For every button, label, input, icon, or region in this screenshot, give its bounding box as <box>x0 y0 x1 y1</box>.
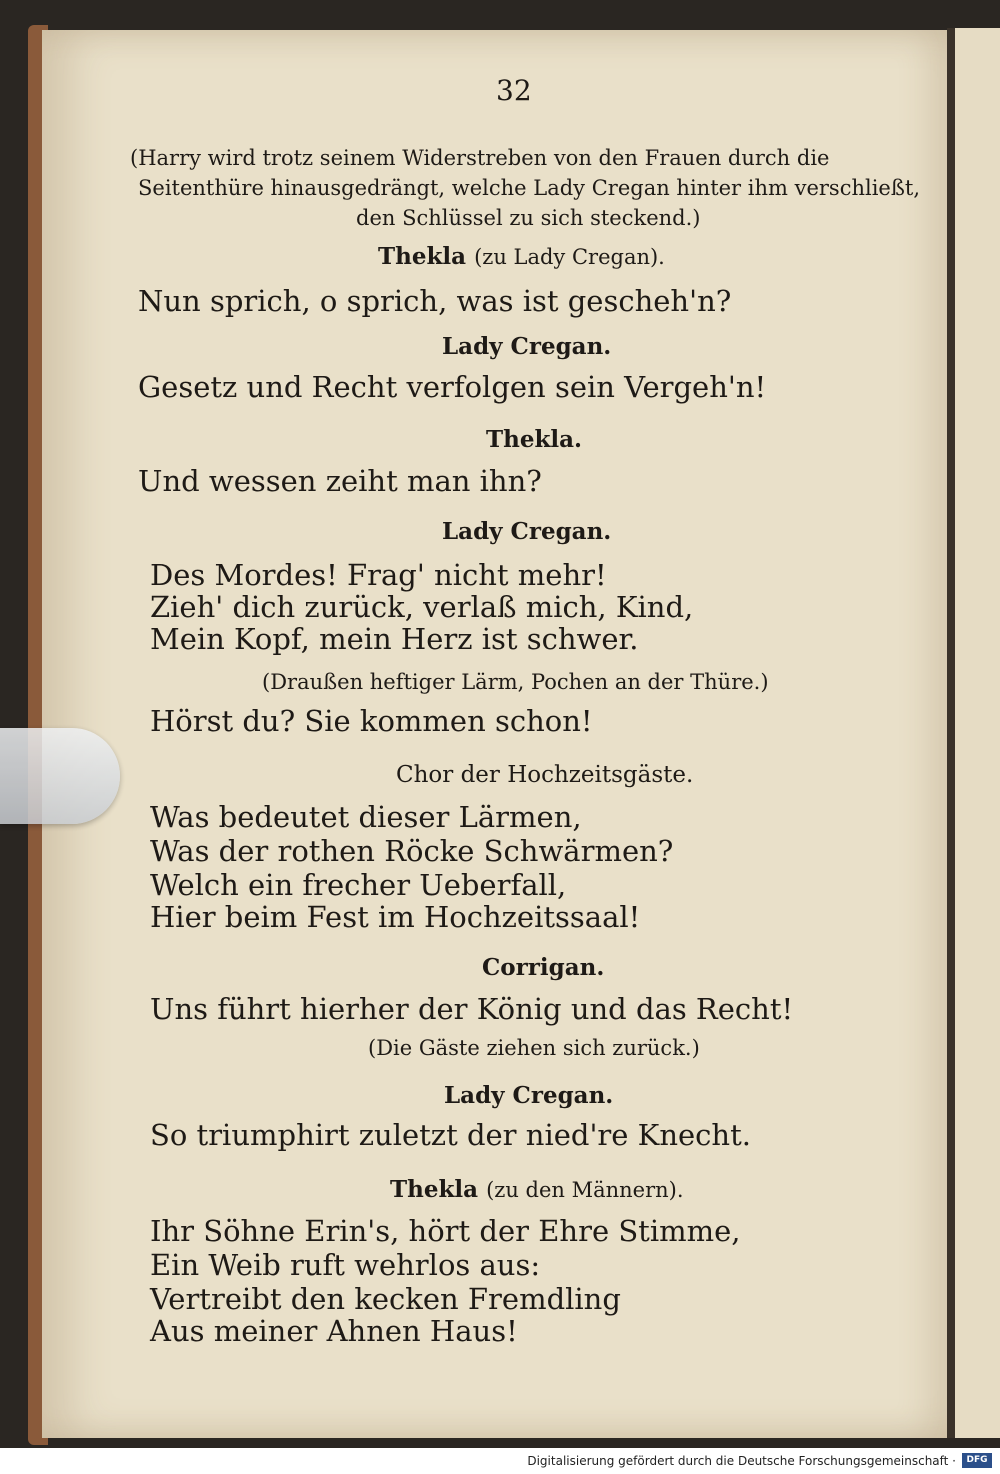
verse-line: Hier beim Fest im Hochzeitssaal! <box>150 900 641 934</box>
verse-line: Zieh' dich zurück, verlaß mich, Kind, <box>150 590 694 624</box>
speaker-name <box>378 243 665 270</box>
verse-line: Des Mordes! Frag' nicht mehr! <box>150 558 607 592</box>
verse-line: So triumphirt zuletzt der nied're Knecht. <box>150 1118 751 1152</box>
speaker-name: Lady Cregan. <box>442 518 612 545</box>
stage-direction: (Harry wird trotz seinem Widerstreben von den Frauen durch die <box>130 146 830 170</box>
speaker-label: Thekla <box>390 1176 479 1203</box>
speaker-name: Thekla. <box>486 426 583 453</box>
footer-credit: Digitalisierung gefördert durch die Deutsche Forschungsgemeinschaft · <box>527 1454 956 1468</box>
verse-line: Was bedeutet dieser Lärmen, <box>150 800 582 834</box>
speaker-label: Thekla <box>378 243 467 270</box>
dfg-logo: DFG <box>962 1453 992 1468</box>
verse-line: Hörst du? Sie kommen schon! <box>150 704 593 738</box>
footer-bar <box>0 1448 1000 1474</box>
speaker-name: Corrigan. <box>482 954 605 981</box>
verse-line: Vertreibt den kecken Fremdling <box>150 1282 621 1316</box>
page-number: 32 <box>496 74 532 107</box>
verse-line: Ein Weib ruft wehrlos aus: <box>150 1248 541 1282</box>
verse-line: Und wessen zeiht man ihn? <box>138 464 542 498</box>
speaker-aside: (zu den Männern). <box>486 1178 684 1202</box>
verse-line: Gesetz und Recht verfolgen sein Vergeh'n! <box>138 370 767 404</box>
stage-direction: (Die Gäste ziehen sich zurück.) <box>368 1036 700 1060</box>
verse-line: Ihr Söhne Erin's, hört der Ehre Stimme, <box>150 1214 741 1248</box>
verse-line: Was der rothen Röcke Schwärmen? <box>150 834 674 868</box>
speaker-name: Chor der Hochzeitsgäste. <box>396 762 694 788</box>
verse-line: Nun sprich, o sprich, was ist gescheh'n? <box>138 284 732 318</box>
glass-page-clip <box>0 728 120 824</box>
speaker-aside: (zu Lady Cregan). <box>474 245 665 269</box>
speaker-name: Lady Cregan. <box>444 1082 614 1109</box>
verse-line: Mein Kopf, mein Herz ist schwer. <box>150 622 639 656</box>
speaker-name: Lady Cregan. <box>442 333 612 360</box>
facing-page-edge <box>955 28 1000 1438</box>
stage-direction: Seitenthüre hinausgedrängt, welche Lady Cregan hinter ihm verschließt, <box>138 176 920 200</box>
verse-line: Aus meiner Ahnen Haus! <box>150 1314 518 1348</box>
verse-line: Welch ein frecher Ueberfall, <box>150 868 567 902</box>
verse-line: Uns führt hierher der König und das Recht! <box>150 992 794 1026</box>
stage-direction: den Schlüssel zu sich steckend.) <box>356 206 701 230</box>
stage-direction: (Draußen heftiger Lärm, Pochen an der Thüre.) <box>262 670 769 694</box>
speaker-name <box>390 1176 684 1203</box>
